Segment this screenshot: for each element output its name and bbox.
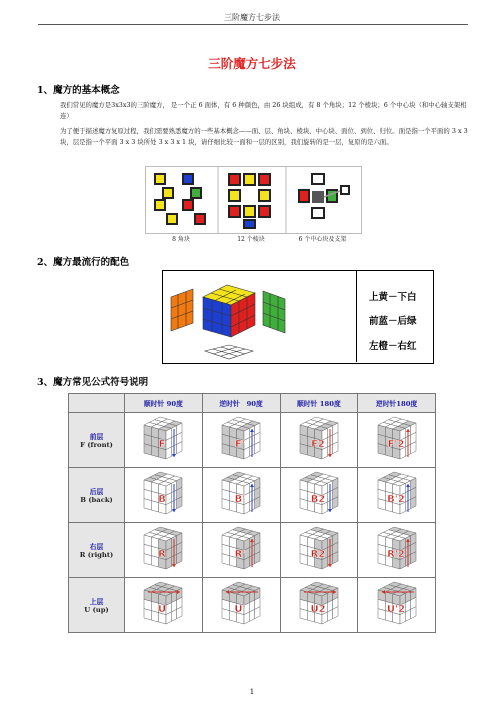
move-diagram [358,413,436,468]
move-label: B [158,494,167,505]
color-scheme-divider [356,270,357,362]
cube-move-icon [214,523,268,573]
paragraph-intro: 我们常见的魔方是3x3x3的三阶魔方， 是一个正 6 面体，有 6 种颜色，由 26 块组成，有 8 个角块；12 个棱块；6 个中心块（和中心轴支架相连） [60,101,467,120]
scheme-up-down: 上黄－下白 [369,292,417,303]
notation-table [68,393,436,633]
row-label: 右层 R (right) [69,523,125,578]
caption-edges: 12 个棱块 [237,236,265,243]
move-diagram [202,578,280,633]
move-label: R' [234,549,246,560]
move-diagram [202,413,280,468]
cube-move-icon [370,468,424,518]
move-label: F' [235,439,246,450]
move-diagram [202,468,280,523]
move-diagram [280,578,358,633]
cube-pieces-illustration [146,167,361,233]
move-diagram [280,413,358,468]
section-heading-basic-concepts: 1、魔方的基本概念 [37,85,120,96]
move-diagram [358,468,436,523]
header-cw-90: 顺时针 90度 [125,394,203,413]
move-label: U2 [310,604,326,615]
section-heading-color-scheme: 2、魔方最流行的配色 [37,257,130,268]
cube-move-icon [292,578,346,628]
move-label: R [158,549,167,560]
paragraph-concepts: 为了便于描述魔方复原过程，我们需要熟悉魔方的一些基本概念——面、层、角块、棱块、中心块、面位、到位、归位。面是指一个平面的 3 x 3 块，层是指一个平面 3 x 3 块所处 3 x 3 x 1 块，请仔细比较一面和一层的区别，我们旋转的是一层，复原的是六面。 [60,127,468,146]
cube-move-icon [292,523,346,573]
move-label: U'2 [386,604,405,615]
document-title: 三阶魔方七步法 [208,56,296,71]
cube-pieces-figure [145,166,360,244]
move-diagram [125,578,203,633]
corner-pieces-image [154,173,206,225]
edge-pieces-image [228,173,271,229]
move-label: B2 [310,494,326,505]
move-label: R'2 [386,549,405,560]
move-label: F'2 [387,439,405,450]
cube-move-icon [292,468,346,518]
cube-move-icon [214,413,268,463]
move-diagram [280,523,358,578]
header-ccw-90: 逆时针 90度 [202,394,280,413]
scheme-front-back: 前蓝－后绿 [369,316,417,327]
notation-header-row [69,394,436,413]
caption-corners: 8 角块 [172,236,190,243]
move-label: R2 [310,549,326,560]
header-rule [38,24,468,25]
move-diagram [125,413,203,468]
move-label: U' [234,604,246,615]
move-label: U [158,604,167,615]
corner-cell [69,394,125,413]
move-diagram [358,523,436,578]
color-scheme-cube-image [163,271,357,363]
section-heading-notation: 3、魔方常见公式符号说明 [37,377,149,388]
cube-move-icon [214,468,268,518]
cube-move-icon [136,523,190,573]
cube-move-icon [136,468,190,518]
move-diagram [280,468,358,523]
move-label: F2 [310,439,325,450]
cube-move-icon [370,578,424,628]
notation-row-front [69,413,436,468]
center-pieces-image [298,173,350,219]
caption-centers: 6 个中心块及支架 [298,236,347,243]
move-label: F [158,439,166,450]
move-diagram [125,523,203,578]
row-label: 前层 F (front) [69,413,125,468]
move-diagram [202,523,280,578]
cube-move-icon [136,578,190,628]
notation-row-back [69,468,436,523]
move-diagram [125,468,203,523]
cube-move-icon [370,523,424,573]
move-label: B' [234,494,246,505]
cube-move-icon [136,413,190,463]
cube-move-icon [292,413,346,463]
row-label: 上层 U (up) [69,578,125,633]
cube-move-icon [370,413,424,463]
header-cw-180: 顺时针 180度 [280,394,358,413]
notation-row-up [69,578,436,633]
row-label: 后层 B (back) [69,468,125,523]
notation-row-right [69,523,436,578]
running-header: 三阶魔方七步法 [224,13,280,22]
header-ccw-180: 逆时针180度 [358,394,436,413]
move-diagram [358,578,436,633]
scheme-left-right: 左橙－右红 [369,341,417,352]
page-number: 1 [249,688,255,696]
move-label: B'2 [386,494,405,505]
cube-move-icon [214,578,268,628]
